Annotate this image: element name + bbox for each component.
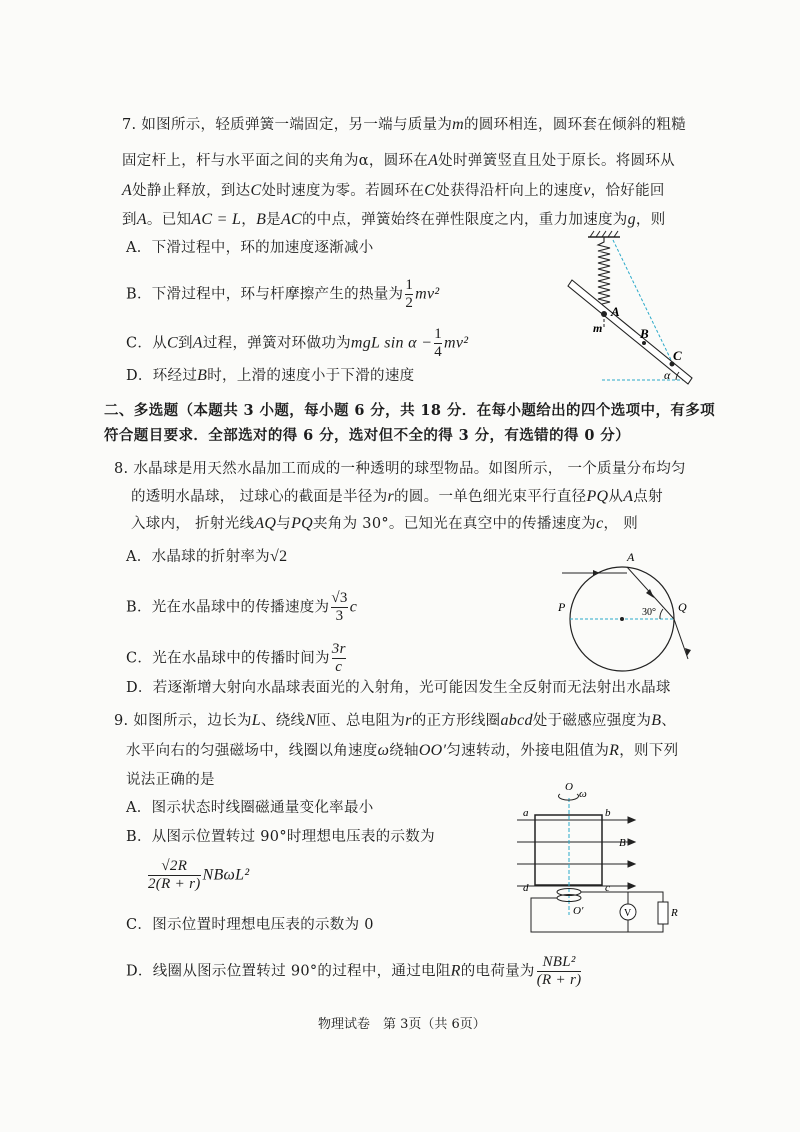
q9-line-3: 说法正确的是 — [126, 772, 215, 788]
label-v: V — [624, 908, 632, 919]
q8-line-3: 入球内， 折射光线AQ与PQ夹角为 30°。已知光在真空中的传播速度为c， 则 — [131, 515, 639, 532]
inclined-rod — [568, 280, 692, 384]
label-c: C — [673, 348, 682, 363]
q7-optb-fraction: $\frac{1}{2}$ — [405, 277, 414, 311]
q8-optc-fraction: $\frac{3r}{c}$ — [331, 641, 346, 675]
q7-line-4: 到A。已知AC = L，B是AC的中点，弹簧始终在弹性限度之内，重力加速度为g，则 — [122, 211, 666, 228]
q7-option-b: B．下滑过程中，环与杆摩擦产生的热量为 $\frac{1}{2}$ mv² — [126, 277, 440, 311]
q7-line-3: A处静止释放，到达C处时速度为零。若圆环在C处获得沿杆向上的速度v，恰好能回 — [122, 182, 665, 199]
section-2-heading-line-1: 二、多选题（本题共 3 小题，每小题 6 分，共 18 分．在每小题给出的四个选项中，有多项 — [104, 402, 716, 419]
page-footer: 物理试卷 第 3页（共 6页） — [318, 1017, 486, 1032]
q7-optc-fraction: $\frac{1}{4}$ — [434, 326, 443, 360]
q7-option-a: A．下滑过程中，环的加速度逐渐减小 — [126, 240, 374, 256]
q8-figure — [550, 548, 700, 683]
refracted-arrow — [646, 589, 654, 598]
label-omega: ω — [579, 788, 587, 800]
q9-option-b-formula: $\frac{√2R}{2(R + r)}$ NBωL² — [148, 858, 250, 892]
q8-line-1: 8. 水晶球是用天然水晶加工而成的一种透明的球型物品。如图所示， 一个质量分布均匀 — [114, 461, 686, 477]
label-c: c — [605, 882, 610, 894]
q8-optb-fraction: $\frac{√3}{3}$ — [331, 590, 348, 624]
resistor-r — [658, 902, 668, 924]
q9-option-c: C．图示位置时理想电压表的示数为 0 — [126, 917, 374, 933]
label-a: A — [627, 550, 635, 564]
q9-option-a: A．图示状态时线圈磁通量变化率最小 — [126, 800, 374, 816]
label-r: R — [671, 907, 678, 919]
label-m: m — [593, 321, 603, 335]
q9-figure — [505, 780, 680, 945]
label-30deg: 30° — [642, 607, 656, 618]
q9-line-1: 9. 如图所示，边长为L、绕线N匝、总电阻为r的正方形线圈abcd处于磁感应强度为B、 — [114, 712, 677, 729]
incident-arrow — [593, 570, 600, 576]
q7-option-d: D．环经过B时，上滑的速度小于下滑的速度 — [126, 367, 415, 384]
q8-option-a: A．水晶球的折射率为√2 — [126, 548, 288, 565]
q8-option-c: C．光在水晶球中的传播时间为 $\frac{3r}{c}$ — [126, 641, 346, 675]
label-p: P — [558, 600, 566, 614]
label-a: A — [611, 304, 620, 319]
label-q: Q — [678, 600, 687, 614]
q7-figure — [560, 228, 710, 388]
point-b — [642, 341, 646, 345]
label-b: b — [605, 807, 611, 819]
label-o: O — [565, 781, 573, 793]
label-d: d — [523, 882, 529, 894]
q9-optd-fraction: $\frac{\text{NBL²}}{(R + r)}$ — [536, 954, 582, 988]
circuit-wire — [531, 892, 663, 932]
label-a: a — [523, 807, 529, 819]
q9-option-d: D．线圈从图示位置转过 90°的过程中，通过电阻R的电荷量为 $\frac{\text{NBL²}}{(R + r)}$ — [126, 954, 582, 988]
q8-option-d: D．若逐渐增大射向水晶球表面光的入射角，光可能因发生全反射而无法射出水晶球 — [126, 680, 671, 696]
ceiling-hatch — [588, 231, 620, 237]
angle-30-arc — [660, 609, 663, 619]
q8-line-2: 的透明水晶球， 过球心的截面是半径为r的圆。一单色细光束平行直径PQ从A点射 — [131, 488, 663, 505]
ring-at-a — [601, 311, 607, 317]
q8-option-b: B．光在水晶球中的传播速度为 $\frac{√3}{3}$ c — [126, 590, 358, 624]
label-alpha: α — [664, 368, 671, 382]
q7-line-1: 7. 如图所示，轻质弹簧一端固定，另一端与质量为m的圆环相连，圆环套在倾斜的粗糙 — [122, 116, 687, 133]
q7-line-2: 固定杆上，杆与水平面之间的夹角为α，圆环在A处时弹簧竖直且处于原长。将圆环从 — [122, 152, 675, 169]
label-b: B — [640, 326, 649, 341]
label-b-field: B — [619, 837, 626, 849]
exit-ray — [674, 619, 688, 659]
q9-line-2: 水平向右的匀强磁场中，线圈以角速度ω绕轴OO′匀速转动，外接电阻值为R，则下列 — [126, 742, 679, 759]
center-point — [620, 617, 624, 621]
section-2-heading-line-2: 符合题目要求．全部选对的得 6 分，选对但不全的得 3 分，有选错的得 0 分） — [104, 427, 631, 444]
q7-option-c: C．从C到A过程，弹簧对环做功为mgL sin α − $\frac{1}{4}$ mv² — [126, 326, 469, 360]
q9-option-b: B．从图示位置转过 90°时理想电压表的示数为 — [126, 829, 435, 845]
label-o-prime: O′ — [573, 905, 584, 917]
q9-optb-fraction: $\frac{√2R}{2(R + r)}$ — [148, 858, 201, 892]
